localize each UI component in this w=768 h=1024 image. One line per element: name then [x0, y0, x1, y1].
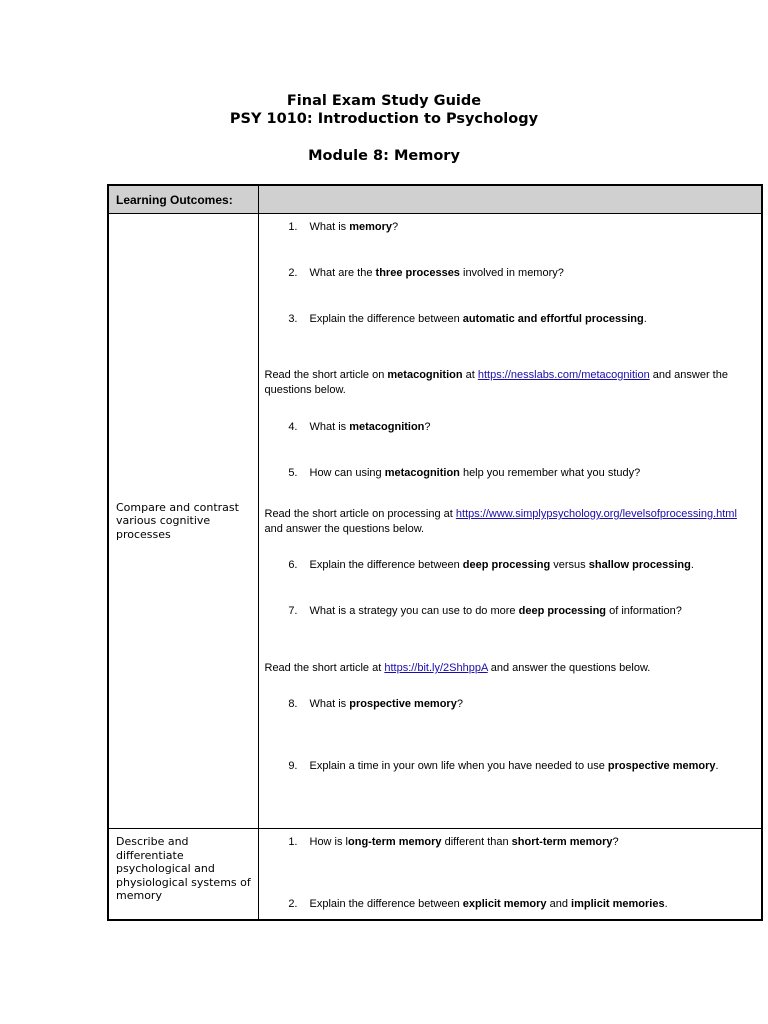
text-run: at — [462, 369, 478, 381]
question-text — [310, 466, 758, 481]
question-text — [310, 266, 758, 281]
question-text — [310, 420, 758, 435]
question-number: 1. — [288, 221, 298, 233]
bold-term: metacognition — [349, 421, 425, 433]
bold-term: automatic and effortful processing — [462, 313, 644, 325]
question-number: 2. — [288, 898, 298, 910]
header-cell-questions — [258, 185, 762, 214]
text-run: Explain the difference between — [309, 313, 463, 325]
text-run: What are the — [309, 267, 376, 279]
text-run: . — [664, 898, 668, 910]
course-title: PSY 1010: Introduction to Psychology — [229, 111, 539, 127]
text-run: Read the short article at — [264, 662, 385, 674]
bold-term: prospective memory — [607, 760, 716, 772]
question-number: 8. — [288, 698, 298, 710]
question-number: 3. — [288, 313, 298, 325]
text-run: Explain a time in your own life when you have needed to use — [309, 760, 608, 772]
text-run: ? — [392, 221, 399, 233]
question-number: 5. — [288, 467, 298, 479]
text-run: ? — [424, 421, 431, 433]
document-title: Final Exam Study Guide — [286, 93, 482, 109]
bold-term: shallow processing — [588, 559, 691, 571]
bold-term: metacognition — [387, 369, 463, 381]
text-run: How is l — [309, 836, 349, 848]
instruction-paragraph — [265, 507, 758, 537]
text-run: Read the short article on — [264, 369, 388, 381]
text-run: help you remember what you study? — [459, 467, 641, 479]
text-run: Explain the difference between — [309, 898, 463, 910]
text-run: How can using — [309, 467, 385, 479]
question-text — [310, 697, 758, 712]
text-run: of information? — [606, 605, 682, 617]
bold-term: explicit memory — [462, 898, 547, 910]
table-header-row — [108, 185, 762, 214]
instruction-paragraph — [265, 661, 758, 676]
text-run: . — [643, 313, 647, 325]
table-row — [108, 829, 762, 921]
text-run: ? — [612, 836, 619, 848]
outcome-text: Describe and differentiate psychological and physiological systems of memory — [116, 835, 251, 902]
question-number: 2. — [288, 267, 298, 279]
text-run: Explain the difference between — [309, 559, 463, 571]
question-number: 7. — [288, 605, 298, 617]
text-run: different than — [441, 836, 512, 848]
questions-list — [259, 829, 762, 919]
text-run: involved in memory? — [459, 267, 564, 279]
question-text — [310, 220, 758, 235]
bold-term: implicit memories — [571, 898, 665, 910]
outcome-cell — [108, 214, 258, 829]
question-number: 1. — [288, 836, 298, 848]
question-text — [310, 897, 758, 912]
text-run: What is a strategy you can use to do more — [309, 605, 519, 617]
text-run: . — [715, 760, 719, 772]
question-number: 9. — [288, 760, 298, 772]
text-run: . — [690, 559, 694, 571]
question-text — [310, 312, 758, 327]
bold-term: short-term memory — [511, 836, 613, 848]
questions-cell — [258, 829, 762, 921]
text-run: and — [546, 898, 572, 910]
module-title: Module 8: Memory — [308, 148, 460, 164]
learning-outcomes-label: Learning Outcomes: — [116, 192, 233, 207]
article-link[interactable]: https://nesslabs.com/metacognition — [477, 369, 650, 381]
question-number: 6. — [288, 559, 298, 571]
question-text — [310, 558, 758, 573]
bold-term: metacognition — [384, 467, 460, 479]
bold-term: ong-term memory — [348, 836, 442, 848]
outcome-text: Compare and contrast various cognitive processes — [116, 500, 239, 541]
questions-cell — [258, 214, 762, 829]
text-run: versus — [550, 559, 589, 571]
outcome-cell — [108, 829, 258, 921]
question-text — [310, 835, 758, 850]
bold-term: deep processing — [462, 559, 551, 571]
instruction-paragraph — [265, 368, 758, 398]
question-number: 4. — [288, 421, 298, 433]
bold-term: three processes — [375, 267, 460, 279]
text-run: What is — [309, 221, 350, 233]
text-run: What is — [309, 421, 350, 433]
article-link[interactable]: https://www.simplypsychology.org/levelsofprocessing.html — [455, 508, 737, 520]
article-link[interactable]: https://bit.ly/2ShhppA — [384, 662, 488, 674]
learning-outcomes-table — [107, 184, 763, 921]
text-run: and answer the questions below. — [487, 662, 651, 674]
questions-list — [259, 214, 762, 828]
bold-term: deep processing — [518, 605, 607, 617]
text-run: and answer the questions below. — [264, 523, 425, 535]
header-cell-outcomes — [108, 185, 258, 214]
bold-term: prospective memory — [349, 698, 457, 710]
text-run: What is — [309, 698, 350, 710]
text-run: ? — [456, 698, 463, 710]
table-row — [108, 214, 762, 829]
question-text — [310, 604, 758, 619]
question-text — [310, 759, 758, 774]
bold-term: memory — [349, 221, 393, 233]
text-run: Read the short article on processing at — [264, 508, 456, 520]
text-run: and answer the questions below. — [264, 369, 728, 396]
